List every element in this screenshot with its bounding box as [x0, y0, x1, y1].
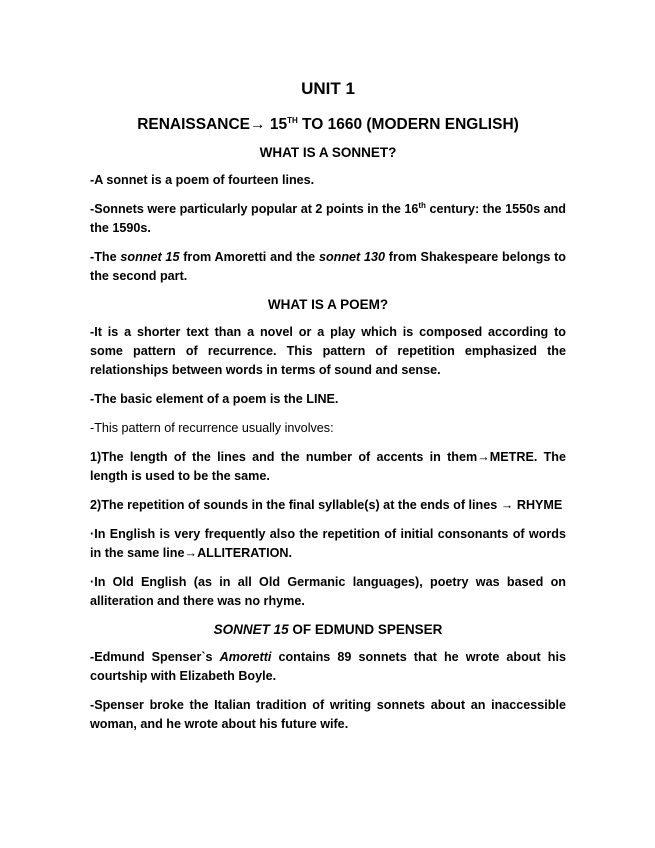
poem-p4-text-b: METRE. The length is used to be the same. [90, 450, 566, 483]
spenser-p1-italic: Amoretti [219, 650, 272, 664]
sonnet-heading: WHAT IS A SONNET? [259, 145, 397, 160]
sonnet-p2-text-a: -Sonnets were particularly popular at 2 points in the 16 [90, 202, 419, 216]
spenser-p1-text-b: contains 89 sonnets that he wrote about his courtship with Elizabeth Boyle. [90, 650, 566, 683]
spenser-p1-text-a: -Edmund Spenser`s [90, 650, 220, 664]
sonnet-paragraph-3 [90, 248, 566, 286]
subtitle-superscript: TH [287, 115, 298, 125]
poem-p4-text-a: 1)The length of the lines and the number of accents in them [90, 450, 478, 464]
right-arrow-icon: → [250, 116, 266, 133]
sonnet-paragraph-1: -A sonnet is a poem of fourteen lines. [90, 173, 315, 187]
poem-paragraph-3: -This pattern of recurrence usually involves: [90, 421, 334, 435]
sonnet-p3-text-b: from Amoretti and the [179, 250, 319, 264]
right-arrow-icon: → [477, 450, 490, 464]
poem-paragraph-7: ·In Old English (as in all Old Germanic languages), poetry was based on alliteration and there was no rhyme. [90, 575, 566, 608]
poem-paragraph-1: -It is a shorter text than a novel or a play which is composed according to some pattern of recurrence. This pattern of repetition emphasized the relationships between words in terms of sound and sense. [90, 325, 566, 377]
sonnet-p3-text-a: -The [90, 250, 121, 264]
poem-p6-text-a: ·In English is very frequently also the repetition of initial consonants of words in the same line [90, 527, 566, 560]
spenser-paragraph-2: -Spenser broke the Italian tradition of writing sonnets about an inaccessible woman, and he wrote about his future wife. [90, 698, 566, 731]
sonnet-paragraph-2 [90, 200, 566, 238]
sonnet-p3-italic-2: sonnet 130 [318, 250, 386, 264]
sonnet-p2-text-b: century: the 1550s and the 1590s. [90, 202, 566, 235]
spenser-heading-italic: SONNET 15 [213, 622, 289, 637]
spenser-heading-rest: OF EDMUND SPENSER [288, 622, 443, 637]
sonnet-p3-text-c: from Shakespeare belongs to the second part. [90, 250, 566, 283]
right-arrow-icon: → [184, 546, 198, 560]
unit-title: UNIT 1 [301, 79, 355, 98]
subtitle-rest: TO 1660 (MODERN ENGLISH) [297, 116, 519, 133]
poem-p5-text-a: 2)The repetition of sounds in the final syllable(s) at the ends of lines [90, 498, 501, 512]
spenser-heading [90, 621, 566, 639]
spenser-paragraph-1 [90, 648, 566, 686]
sonnet-p3-italic-1: sonnet 15 [120, 250, 180, 264]
poem-paragraph-5 [90, 496, 566, 515]
subtitle [90, 114, 566, 136]
sonnet-p2-superscript: th [418, 200, 426, 210]
poem-p5-text-b: RHYME [513, 498, 563, 512]
poem-p6-text-b: ALLITERATION. [197, 546, 292, 560]
right-arrow-icon: → [500, 498, 514, 512]
poem-paragraph-2: -The basic element of a poem is the LINE. [90, 392, 339, 406]
subtitle-prefix: RENAISSANCE [137, 116, 251, 133]
poem-paragraph-4 [90, 448, 566, 486]
poem-paragraph-6 [90, 525, 566, 563]
subtitle-number: 15 [265, 116, 288, 133]
poem-heading: WHAT IS A POEM? [267, 297, 389, 312]
document-page [90, 78, 566, 744]
